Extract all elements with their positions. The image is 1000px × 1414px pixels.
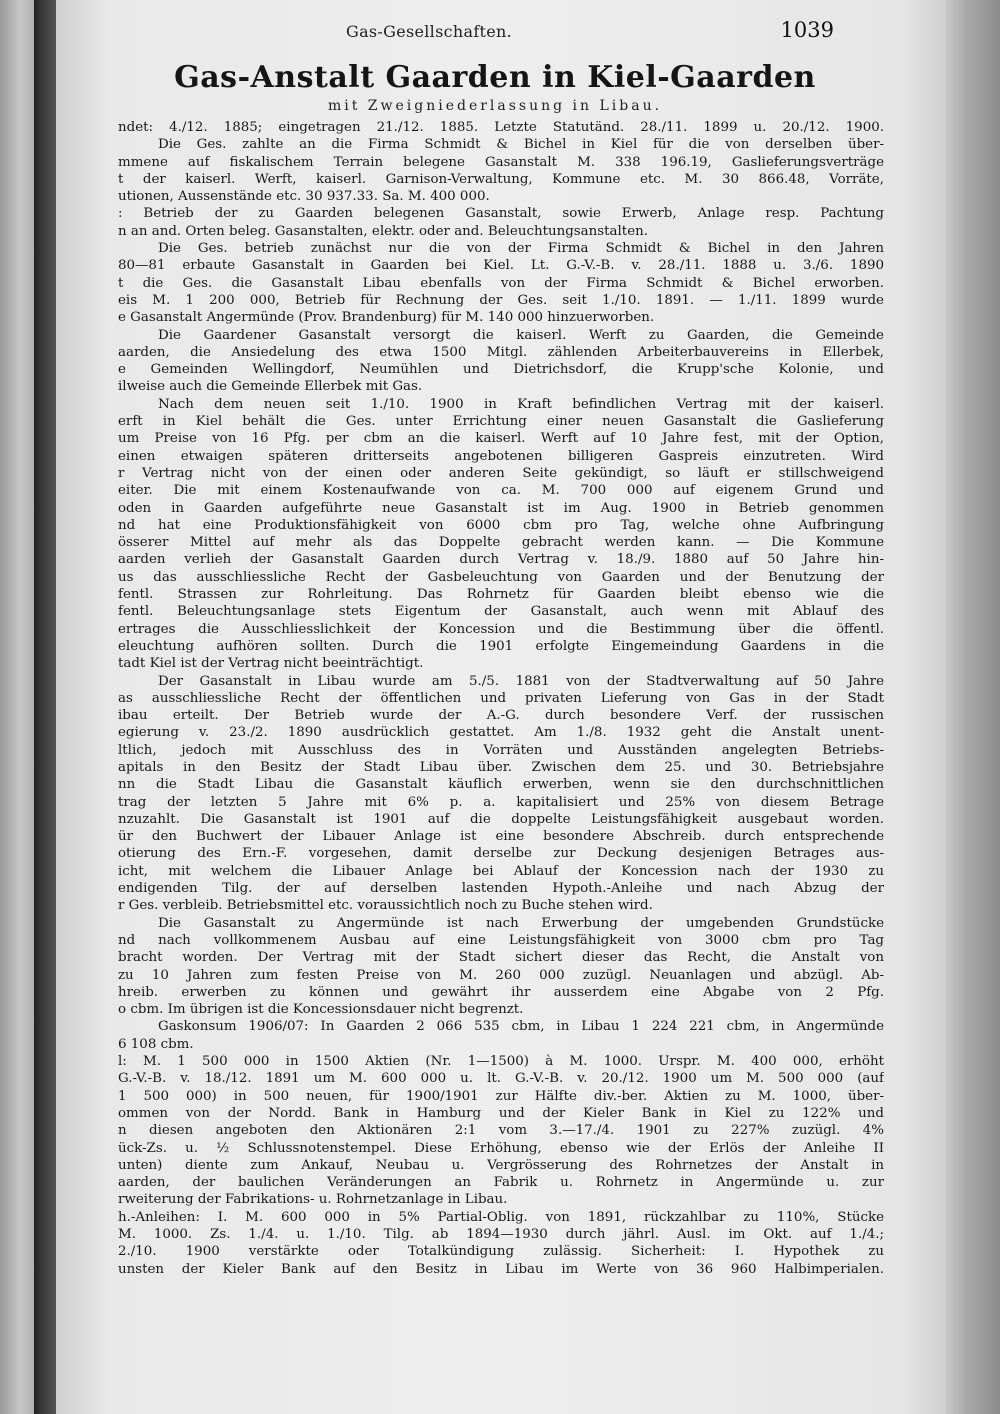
- text-line: 2./10. 1900 verstärkte oder Totalkündigung zulässig. Sicherheit: I. Hypothek zu: [118, 1244, 884, 1260]
- text-line: eis M. 1 200 000, Betrieb für Rechnung der Ges. seit 1./10. 1891. — 1./11. 1899 wurde: [118, 292, 884, 308]
- text-line: M. 1000. Zs. 1./4. u. 1./10. Tilg. ab 1894—1930 durch jährl. Ausl. im Okt. auf 1./4.;: [118, 1227, 884, 1242]
- text-line: Nach dem neuen seit 1./10. 1900 in Kraft befindlichen Vertrag mit der kaiserl.: [158, 396, 884, 412]
- text-line: oden in Gaarden aufgeführte neue Gasanstalt ist im Aug. 1900 in Betrieb genommen: [118, 500, 884, 516]
- running-head: [56, 18, 946, 46]
- text-line: eiter. Die mit einem Kostenaufwande von ca. M. 700 000 auf eigenem Grund und: [118, 483, 884, 499]
- text-line: aarden, der baulichen Veränderungen an Fabrik u. Rohrnetz in Angermünde u. zur: [118, 1175, 884, 1191]
- article-subtitle: mit Zweigniederlassung in Libau.: [327, 98, 663, 114]
- text-line: ndet: 4./12. 1885; eingetragen 21./12. 1885. Letzte Statutänd. 28./11. 1899 u. 20./12. 1900.: [118, 120, 884, 135]
- text-line: : Betrieb der zu Gaarden belegenen Gasanstalt, sowie Erwerb, Anlage resp. Pachtung: [118, 206, 884, 222]
- text-line: fentl. Strassen zur Rohrleitung. Das Rohrnetz für Gaarden bleibt ebenso wie die: [118, 587, 884, 603]
- text-line: zu 10 Jahren zum festen Preise von M. 260 000 zuzügl. Neuanlagen und abzügl. Ab-: [118, 967, 884, 983]
- text-line: nd hat eine Produktionsfähigkeit von 6000 cbm pro Tag, welche ohne Aufbringung: [118, 517, 884, 533]
- page-number: 1039: [780, 18, 834, 42]
- text-line: ltlich, jedoch mit Ausschluss des in Vorräten und Ausständen angelegten Betriebs-: [118, 742, 884, 758]
- text-line: o cbm. Im übrigen ist die Koncessionsdauer nicht begrenzt.: [118, 1002, 524, 1018]
- previous-page-edge: [0, 0, 34, 1414]
- text-line: aarden, die Ansiedelung des etwa 1500 Mitgl. zählenden Arbeiterbauvereins in Ellerbek,: [118, 344, 884, 360]
- text-line: egierung v. 23./2. 1890 ausdrücklich gestattet. Am 1./8. 1932 geht die Anstalt unent-: [118, 725, 884, 741]
- text-line: icht, mit welchem die Libauer Anlage bei Ablauf der Koncession nach der 1930 zu: [118, 863, 884, 879]
- text-line: nzuzahlt. Die Gasanstalt ist 1901 auf die doppelte Leistungsfähigkeit ausgebaut worden.: [118, 811, 884, 827]
- text-line: mmene auf fiskalischem Terrain belegene Gasanstalt M. 338 196.19, Gaslieferungsverträge: [118, 154, 884, 170]
- text-line: nd nach vollkommenem Ausbau auf eine Leistungsfähigkeit von 3000 cbm pro Tag: [118, 932, 884, 948]
- text-line: ück-Zs. u. ½ Schlussnotenstempel. Diese Erhöhung, ebenso wie der Erlös der Anleihe II: [118, 1140, 884, 1156]
- text-line: nn die Stadt Libau die Gasanstalt käuflich erwerben, wenn sie den durchschnittlichen: [118, 777, 884, 793]
- text-line: 1 500 000) in 500 neuen, für 1900/1901 zur Hälfte div.-ber. Aktien zu M. 1000, über-: [118, 1088, 884, 1104]
- text-line: e Gasanstalt Angermünde (Prov. Brandenburg) für M. 140 000 hinzuerworben.: [118, 310, 655, 326]
- text-line: h.-Anleihen: I. M. 600 000 in 5% Partial-Oblig. von 1891, rückzahlbar zu 110%, Stücke: [118, 1209, 884, 1225]
- text-line: endigenden Tilg. der auf derselben lastenden Hypoth.-Anleihe und nach Abzug der: [118, 881, 884, 897]
- text-line: unsten der Kieler Bank auf den Besitz in Libau im Werte von 36 960 Halbimperialen.: [118, 1261, 884, 1277]
- text-line: einen etwaigen späteren dritterseits angebotenen billigeren Gaspreis einzutreten. Wird: [118, 448, 884, 464]
- text-line: össerer Mittel auf mehr als das Doppelte gebracht werden kann. — Die Kommune: [118, 535, 884, 551]
- text-line: Die Gasanstalt zu Angermünde ist nach Erwerbung der umgebenden Grundstücke: [158, 915, 884, 931]
- text-line: trag der letzten 5 Jahre mit 6% p. a. kapitalisiert und 25% von diesem Betrage: [118, 794, 884, 810]
- text-line: tadt Kiel ist der Vertrag nicht beeinträchtigt.: [118, 656, 424, 672]
- text-line: 80—81 erbaute Gasanstalt in Gaarden bei Kiel. Lt. G.-V.-B. v. 28./11. 1888 u. 3./6. 1890: [118, 258, 884, 274]
- text-line: bracht worden. Der Vertrag mit der Stadt sichert dieser das Recht, die Anstalt von: [118, 950, 884, 966]
- text-line: ertrages die Ausschliesslichkeit der Koncession und die Bestimmung über die öffentl.: [118, 621, 884, 637]
- text-line: erft in Kiel behält die Ges. unter Errichtung einer neuen Gasanstalt die Gaslieferung: [118, 414, 884, 430]
- text-line: l: M. 1 500 000 in 1500 Aktien (Nr. 1—1500) à M. 1000. Urspr. M. 400 000, erhöht: [118, 1054, 884, 1070]
- next-page-edge: [946, 0, 1000, 1414]
- text-line: 6 108 cbm.: [118, 1036, 194, 1052]
- text-line: Gaskonsum 1906/07: In Gaarden 2 066 535 cbm, in Libau 1 224 221 cbm, in Angermünde: [158, 1019, 884, 1035]
- text-line: t der kaiserl. Werft, kaiserl. Garnison-Verwaltung, Kommune etc. M. 30 866.48, Vorräte,: [118, 171, 884, 187]
- text-line: otierung des Ern.-F. vorgesehen, damit derselbe zur Deckung desjenigen Betrages aus-: [118, 846, 884, 862]
- text-line: e Gemeinden Wellingdorf, Neumühlen und Dietrichsdorf, die Krupp'sche Kolonie, und: [118, 362, 884, 378]
- text-line: G.-V.-B. v. 18./12. 1891 um M. 600 000 u. lt. G.-V.-B. v. 20./12. 1900 um M. 500 000 (auf: [118, 1071, 884, 1087]
- running-title: Gas-Gesellschaften.: [346, 22, 513, 41]
- book-page: [56, 0, 946, 1414]
- text-line: us das ausschliessliche Recht der Gasbeleuchtung von Gaarden und der Benutzung der: [118, 569, 884, 585]
- text-line: r Ges. verbleib. Betriebsmittel etc. voraussichtlich noch zu Buche stehen wird.: [118, 898, 653, 914]
- text-line: um Preise von 16 Pfg. per cbm an die kaiserl. Werft auf 10 Jahre fest, mit der Option,: [118, 431, 884, 447]
- text-line: eleuchtung aufhören sollten. Durch die 1901 erfolgte Eingemeindung Gaardens in die: [118, 638, 884, 654]
- text-line: hreib. erwerben zu können und gewährt ihr ausserdem eine Abgabe von 2 Pfg.: [118, 984, 884, 1000]
- article-title: Gas-Anstalt Gaarden in Kiel-Gaarden: [174, 60, 816, 95]
- text-line: fentl. Beleuchtungsanlage stets Eigentum der Gasanstalt, auch wenn mit Ablauf des: [118, 604, 884, 620]
- text-line: ibau erteilt. Der Betrieb wurde der A.-G. durch besondere Verf. der russischen: [118, 708, 884, 724]
- text-line: Die Ges. betrieb zunächst nur die von der Firma Schmidt & Bichel in den Jahren: [158, 241, 884, 257]
- text-line: Der Gasanstalt in Libau wurde am 5./5. 1881 von der Stadtverwaltung auf 50 Jahre: [158, 673, 884, 689]
- text-line: as ausschliessliche Recht der öffentlichen und privaten Lieferung von Gas in der Stadt: [118, 690, 884, 706]
- article-body: [118, 119, 884, 1278]
- book-gutter: [34, 0, 56, 1414]
- text-line: r Vertrag nicht von der einen oder anderen Seite gekündigt, so läuft er stillschweigend: [118, 465, 884, 481]
- text-line: Die Gaardener Gasanstalt versorgt die kaiserl. Werft zu Gaarden, die Gemeinde: [158, 327, 884, 343]
- text-line: aarden verlieh der Gasanstalt Gaarden durch Vertrag v. 18./9. 1880 auf 50 Jahre hin-: [118, 552, 884, 568]
- text-line: n diesen angeboten den Aktionären 2:1 vom 3.—17./4. 1901 zu 227% zuzügl. 4%: [118, 1123, 884, 1139]
- text-line: rweiterung der Fabrikations- u. Rohrnetzanlage in Libau.: [118, 1192, 508, 1208]
- text-line: ür den Buchwert der Libauer Anlage ist eine besondere Abschreib. durch entsprechende: [118, 829, 884, 845]
- text-line: Die Ges. zahlte an die Firma Schmidt & Bichel in Kiel für die von derselben über-: [158, 137, 884, 153]
- text-line: n an and. Orten beleg. Gasanstalten, elektr. oder and. Beleuchtungsanstalten.: [118, 223, 648, 239]
- text-line: t die Ges. die Gasanstalt Libau ebenfalls von der Firma Schmidt & Bichel erworben.: [118, 275, 884, 291]
- text-line: unten) diente zum Ankauf, Neubau u. Vergrösserung des Rohrnetzes der Anstalt in: [118, 1157, 884, 1173]
- text-line: utionen, Aussenstände etc. 30 937.33. Sa. M. 400 000.: [118, 189, 490, 205]
- text-line: ommen von der Nordd. Bank in Hamburg und der Kieler Bank in Kiel zu 122% und: [118, 1105, 884, 1121]
- text-line: ilweise auch die Gemeinde Ellerbek mit Gas.: [118, 379, 423, 395]
- text-line: apitals in den Besitz der Stadt Libau über. Zwischen dem 25. und 30. Betriebsjahre: [118, 759, 884, 775]
